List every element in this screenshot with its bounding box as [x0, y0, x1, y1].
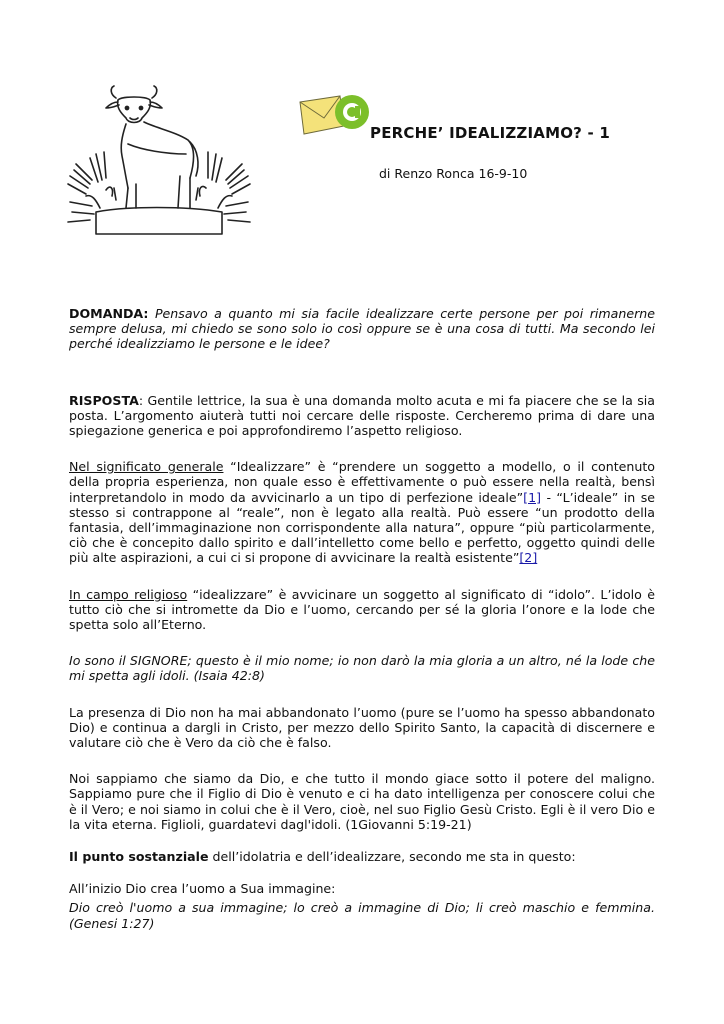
religious-paragraph [69, 587, 655, 633]
author-line: di Renzo Ronca 16-9-10 [379, 166, 528, 181]
question-paragraph [69, 306, 655, 352]
key-point-lead: Il punto sostanziale [69, 849, 209, 865]
creation-intro: All’inizio Dio crea l’uomo a Sua immagine: [69, 881, 336, 897]
footnote-link-1[interactable]: [1] [523, 489, 541, 505]
page-title: PERCHE’ IDEALIZZIAMO? - 1 [370, 124, 610, 142]
genesis-quote: Dio creò l'uomo a sua immagine; lo creò a immagine di Dio; li creò maschio e femmina. (Genesi 1:27) [69, 900, 655, 931]
general-meaning-lead: Nel significato generale [69, 459, 224, 475]
key-point-paragraph [69, 849, 655, 864]
question-text: Pensavo a quanto mi sia facile idealizzare certe persone per poi rimanerne sempre delusa, mi chiedo se sono solo io così oppure se è una cosa di tutti. Ma secondo lei perché idealizziamo le persone e le idee? [69, 306, 655, 352]
answer-paragraph [69, 393, 655, 439]
article-body [69, 306, 655, 931]
key-point-text: dell’idolatria e dell’idealizzare, secondo me sta in questo: [208, 849, 576, 865]
envelope-at-icon [298, 92, 372, 138]
question-label: DOMANDA: [69, 306, 149, 321]
general-meaning-text-1: “Idealizzare” è “prendere un soggetto a modello, o il contenuto della propria esperienza, non quale esso è effettivamente o può essere nella realtà, bensì interpretandolo in modo da avvicinarlo a un tipo di perfezione ideale” [69, 459, 655, 505]
presence-paragraph: La presenza di Dio non ha mai abbandonato l’uomo (pure se l’uomo ha spesso abbandonato Dio) e continua a dargli in Cristo, per mezzo dello Spirito Santo, la capacità di discernere e valutare ciò che è Vero da ciò che è falso. [69, 704, 655, 751]
footnote-link-2[interactable]: [2] [519, 550, 538, 566]
golden-calf-with-reaching-hands-icon [66, 84, 252, 236]
religious-text: “idealizzare” è avvicinare un soggetto al significato di “idolo”. L’idolo è tutto ciò che si intromette da Dio e l’uomo, cercando per sé la gloria l’onore e la lode che spetta solo all’Eterno. [69, 586, 655, 633]
isaiah-quote: Io sono il SIGNORE; questo è il mio nome; io non darò la mia gloria a un altro, né la lode che mi spetta agli idoli. (Isaia 42:8) [69, 653, 655, 684]
general-meaning-paragraph [69, 459, 655, 565]
religious-lead: In campo religioso [69, 586, 188, 602]
answer-text: : Gentile lettrice, la sua è una domanda molto acuta e mi fa piacere che se la sia posta. L’argomento aiuterà tutti noi cercare delle risposte. Cercheremo prima di dare una spiegazione generica e poi approfondiremo l’aspetto religioso. [69, 392, 655, 439]
john-quote-paragraph: Noi sappiamo che siamo da Dio, e che tutto il mondo giace sotto il potere del maligno. Sappiamo pure che il Figlio di Dio è venuto e ci ha dato intelligenza per conoscere colui che è il Vero; e noi siamo in colui che è il Vero, cioè, nel suo Figlio Gesù Cristo. Egli è il vero Dio e la vita eterna. Figlioli, guardatevi dagl'idoli. (1Giovanni 5:19-21) [69, 771, 655, 832]
answer-label: RISPOSTA [69, 392, 139, 408]
general-meaning-text-2: - “L’ideale” in se stesso si contrappone al “reale”, non è legato alla realtà. Può essere “un prodotto della fantasia, dell’immaginazione non corrispondente alla natura”, oppure “più particolarmente, ciò che è concepito dallo spirito e dall’intelletto come bello e perfetto, oggetto quindi delle più alte aspirazioni, a cui ci si propone di avvicinare la realtà esistente” [69, 489, 655, 566]
